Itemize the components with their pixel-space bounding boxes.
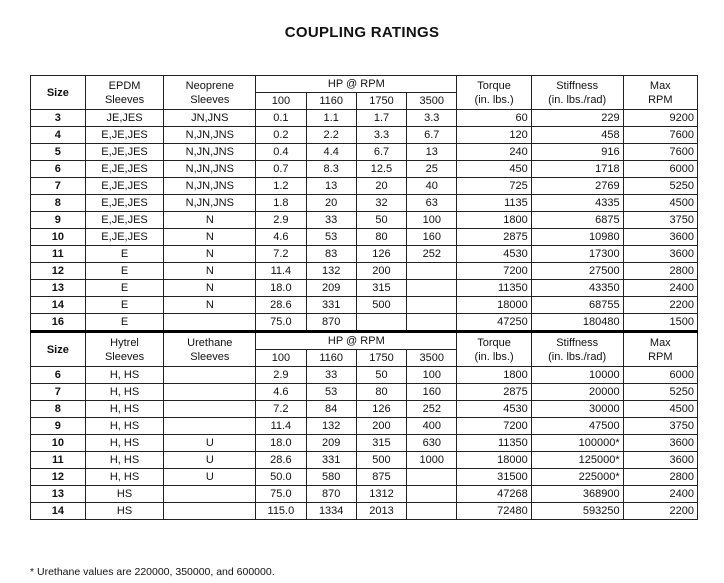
table-cell: 2400 — [623, 486, 697, 503]
table-cell: 6.7 — [356, 144, 406, 161]
sleeve-a-header-line2: Sleeves — [104, 350, 145, 363]
rpm-header-1160: 1160 — [306, 93, 356, 110]
table-cell: E,JE,JES — [85, 161, 164, 178]
table-cell: 13 — [31, 486, 86, 503]
table-cell: 14 — [31, 297, 86, 314]
table-cell: 11.4 — [256, 263, 306, 280]
table-cell: 32 — [356, 195, 406, 212]
table-cell: 3.3 — [356, 127, 406, 144]
table-cell: H, HS — [85, 469, 164, 486]
table-cell: 725 — [457, 178, 531, 195]
table-cell: 3750 — [623, 212, 697, 229]
table-cell: 7 — [31, 178, 86, 195]
table-cell: 368900 — [531, 486, 623, 503]
table-cell: 20000 — [531, 384, 623, 401]
table-cell: 4500 — [623, 195, 697, 212]
table-cell — [407, 469, 457, 486]
table-cell: 6000 — [623, 161, 697, 178]
stiffness-header-line2: (in. lbs./rad) — [548, 350, 607, 363]
table-cell — [164, 367, 256, 384]
table-row — [31, 486, 698, 503]
table-cell: 7600 — [623, 127, 697, 144]
table-cell: 5 — [31, 144, 86, 161]
table-cell: 225000* — [531, 469, 623, 486]
table-cell: 17300 — [531, 246, 623, 263]
table-row — [31, 297, 698, 314]
table-cell: E — [85, 314, 164, 332]
table-cell: H, HS — [85, 452, 164, 469]
table-row — [31, 418, 698, 435]
table-cell: E — [85, 263, 164, 280]
table-cell: 1135 — [457, 195, 531, 212]
table-cell — [164, 384, 256, 401]
stiffness-header-line1: Stiffness — [556, 79, 599, 92]
table-cell: 0.1 — [256, 110, 306, 127]
table-cell: 200 — [356, 418, 406, 435]
table-cell: 75.0 — [256, 486, 306, 503]
table-cell: 18.0 — [256, 435, 306, 452]
table-cell: 18000 — [457, 297, 531, 314]
table-cell: HS — [85, 503, 164, 520]
table-cell: 2.9 — [256, 212, 306, 229]
table-cell: 125000* — [531, 452, 623, 469]
table-cell: 47500 — [531, 418, 623, 435]
table-cell: 580 — [306, 469, 356, 486]
table-cell — [356, 314, 406, 332]
table-cell: N — [164, 280, 256, 297]
table-cell: 100000* — [531, 435, 623, 452]
table-cell: E — [85, 246, 164, 263]
table-cell — [407, 503, 457, 520]
stiffness-header — [531, 76, 623, 110]
table-cell: 2875 — [457, 229, 531, 246]
table-cell: 4530 — [457, 246, 531, 263]
table-cell: 11350 — [457, 435, 531, 452]
header-row — [31, 76, 698, 93]
table-cell: 500 — [356, 452, 406, 469]
table-cell: 9200 — [623, 110, 697, 127]
sleeve-b-header-line2: Sleeves — [190, 350, 230, 363]
table-cell: 25 — [407, 161, 457, 178]
table-cell: H, HS — [85, 384, 164, 401]
table-row — [31, 263, 698, 280]
table-cell: 4335 — [531, 195, 623, 212]
table-row — [31, 314, 698, 332]
table-cell: 4530 — [457, 401, 531, 418]
table-cell: 5250 — [623, 178, 697, 195]
table-cell: 20 — [306, 195, 356, 212]
table-cell: 870 — [306, 314, 356, 332]
table-cell — [407, 280, 457, 297]
table-cell: H, HS — [85, 367, 164, 384]
table-cell: U — [164, 452, 256, 469]
table-cell: 83 — [306, 246, 356, 263]
table-cell: 229 — [531, 110, 623, 127]
size-header: Size — [31, 76, 86, 110]
table-cell: 2800 — [623, 469, 697, 486]
table-row — [31, 469, 698, 486]
table-cell: 10000 — [531, 367, 623, 384]
table-cell: 209 — [306, 280, 356, 297]
table-cell: 50 — [356, 212, 406, 229]
table-row — [31, 452, 698, 469]
table-cell: 50 — [356, 367, 406, 384]
table-cell: 8 — [31, 401, 86, 418]
table-cell: 5250 — [623, 384, 697, 401]
table-cell: 875 — [356, 469, 406, 486]
table-row — [31, 127, 698, 144]
torque-header-line1: Torque — [477, 336, 511, 349]
torque-header-line2: (in. lbs.) — [474, 93, 514, 106]
table-cell — [164, 401, 256, 418]
table-cell: 18000 — [457, 452, 531, 469]
table-cell: N — [164, 246, 256, 263]
table-row — [31, 435, 698, 452]
table-cell: 28.6 — [256, 297, 306, 314]
header-row — [31, 332, 698, 350]
sleeve-b-header — [164, 76, 256, 110]
table-cell: 10980 — [531, 229, 623, 246]
table-row — [31, 178, 698, 195]
table-cell: 9 — [31, 212, 86, 229]
table-cell: 3750 — [623, 418, 697, 435]
table-cell: N,JN,JNS — [164, 195, 256, 212]
table-cell: N,JN,JNS — [164, 144, 256, 161]
sleeve-a-header-line2: Sleeves — [104, 93, 145, 106]
torque-header — [457, 332, 531, 367]
table-cell: 10 — [31, 435, 86, 452]
table-cell: 126 — [356, 401, 406, 418]
table-cell: N,JN,JNS — [164, 161, 256, 178]
table-cell: 4.6 — [256, 229, 306, 246]
table-cell: N — [164, 297, 256, 314]
table-cell: 252 — [407, 401, 457, 418]
table-cell: 630 — [407, 435, 457, 452]
torque-header-line2: (in. lbs.) — [474, 350, 514, 363]
table-cell — [407, 486, 457, 503]
table-cell: 9 — [31, 418, 86, 435]
table-cell: 11.4 — [256, 418, 306, 435]
table-cell: E,JE,JES — [85, 127, 164, 144]
table-cell — [407, 297, 457, 314]
table-cell: 160 — [407, 384, 457, 401]
table-cell: 63 — [407, 195, 457, 212]
table-cell: E — [85, 280, 164, 297]
sleeve-a-header-line1: Hytrel — [110, 336, 139, 349]
table-cell: 120 — [457, 127, 531, 144]
table-cell: 8.3 — [306, 161, 356, 178]
hp-rpm-header: HP @ RPM — [256, 76, 457, 93]
table-cell: 20 — [356, 178, 406, 195]
table-cell: 43350 — [531, 280, 623, 297]
table-cell: 2875 — [457, 384, 531, 401]
footnote: * Urethane values are 220000, 350000, and 600000. — [30, 566, 275, 578]
table-cell: 400 — [407, 418, 457, 435]
table-cell: 27500 — [531, 263, 623, 280]
table-cell: 16 — [31, 314, 86, 332]
rpm-header-1750: 1750 — [356, 93, 406, 110]
table-cell: 13 — [407, 144, 457, 161]
table-cell: 1334 — [306, 503, 356, 520]
table-cell: 4500 — [623, 401, 697, 418]
table-cell: 80 — [356, 229, 406, 246]
table-cell: 593250 — [531, 503, 623, 520]
table-cell: E,JE,JES — [85, 195, 164, 212]
table-cell: 126 — [356, 246, 406, 263]
table-cell: 13 — [31, 280, 86, 297]
table-row — [31, 229, 698, 246]
max-rpm-header-line1: Max — [649, 79, 671, 92]
table-cell: 240 — [457, 144, 531, 161]
table-cell: 0.7 — [256, 161, 306, 178]
table-cell — [407, 314, 457, 332]
sleeve-b-header-line1: Urethane — [187, 336, 233, 349]
table-cell: 315 — [356, 435, 406, 452]
table-cell: 160 — [407, 229, 457, 246]
table-cell: 252 — [407, 246, 457, 263]
table-cell: 80 — [356, 384, 406, 401]
table-cell: 1000 — [407, 452, 457, 469]
table-cell: 8 — [31, 195, 86, 212]
table-cell: E — [85, 297, 164, 314]
table-cell: 75.0 — [256, 314, 306, 332]
table-cell: 7200 — [457, 263, 531, 280]
table-cell: 2.9 — [256, 367, 306, 384]
max-rpm-header-line2: RPM — [648, 93, 673, 106]
table-cell: 6.7 — [407, 127, 457, 144]
table-cell: 0.2 — [256, 127, 306, 144]
table-cell: 28.6 — [256, 452, 306, 469]
size-header: Size — [31, 332, 86, 367]
coupling-ratings-table — [30, 75, 698, 520]
table-cell: N,JN,JNS — [164, 127, 256, 144]
table-cell: 1.1 — [306, 110, 356, 127]
table-cell: H, HS — [85, 435, 164, 452]
table-cell: 100 — [407, 212, 457, 229]
table-cell: N — [164, 263, 256, 280]
max-rpm-header-line1: Max — [649, 336, 671, 349]
hp-rpm-header: HP @ RPM — [256, 332, 457, 350]
table-cell: 11350 — [457, 280, 531, 297]
table-cell: 2013 — [356, 503, 406, 520]
table-cell: 200 — [356, 263, 406, 280]
table-cell: 10 — [31, 229, 86, 246]
rpm-header-3500: 3500 — [407, 350, 457, 367]
table-cell: 3600 — [623, 229, 697, 246]
table-cell: JE,JES — [85, 110, 164, 127]
table-cell: 1500 — [623, 314, 697, 332]
table-cell: 12 — [31, 263, 86, 280]
table-cell: 7200 — [457, 418, 531, 435]
table-cell: 50.0 — [256, 469, 306, 486]
table-cell: 72480 — [457, 503, 531, 520]
table-cell: 1800 — [457, 367, 531, 384]
table-cell: 12 — [31, 469, 86, 486]
max-rpm-header — [623, 76, 697, 110]
table-cell: 31500 — [457, 469, 531, 486]
sleeve-b-header-line2: Sleeves — [190, 93, 230, 106]
table-cell: 4.6 — [256, 384, 306, 401]
table-row — [31, 161, 698, 178]
table-cell: 3600 — [623, 452, 697, 469]
table-cell: 132 — [306, 263, 356, 280]
table-row — [31, 110, 698, 127]
table-cell — [164, 503, 256, 520]
table-cell: 500 — [356, 297, 406, 314]
sleeve-a-header — [85, 332, 164, 367]
table-cell: 7.2 — [256, 401, 306, 418]
table-cell: N — [164, 229, 256, 246]
sleeve-a-header — [85, 76, 164, 110]
table-cell: 30000 — [531, 401, 623, 418]
table-row — [31, 212, 698, 229]
table-cell: 1.8 — [256, 195, 306, 212]
table-cell: 18.0 — [256, 280, 306, 297]
table-cell: U — [164, 435, 256, 452]
table-cell — [407, 263, 457, 280]
stiffness-header-line1: Stiffness — [556, 336, 599, 349]
table-cell — [164, 486, 256, 503]
table-cell: 315 — [356, 280, 406, 297]
sleeve-a-header-line1: EPDM — [108, 79, 141, 92]
table-cell: E,JE,JES — [85, 229, 164, 246]
table-cell: 458 — [531, 127, 623, 144]
table-cell: N,JN,JNS — [164, 178, 256, 195]
stiffness-header-line2: (in. lbs./rad) — [548, 93, 607, 106]
table-cell: 1312 — [356, 486, 406, 503]
max-rpm-header-line2: RPM — [648, 350, 673, 363]
rpm-header-100: 100 — [256, 93, 306, 110]
table-cell: 84 — [306, 401, 356, 418]
table-cell — [164, 418, 256, 435]
table-row — [31, 367, 698, 384]
table-cell: 13 — [306, 178, 356, 195]
table-row — [31, 195, 698, 212]
table-cell: 11 — [31, 452, 86, 469]
rpm-header-3500: 3500 — [407, 93, 457, 110]
table-cell: 3600 — [623, 246, 697, 263]
table-cell: 4.4 — [306, 144, 356, 161]
table-cell: 1.2 — [256, 178, 306, 195]
table-cell: 7.2 — [256, 246, 306, 263]
table-cell: 916 — [531, 144, 623, 161]
sleeve-b-header-line1: Neoprene — [185, 79, 234, 92]
table-cell: 12.5 — [356, 161, 406, 178]
table-cell: E,JE,JES — [85, 144, 164, 161]
table-cell: 2.2 — [306, 127, 356, 144]
table-cell: 180480 — [531, 314, 623, 332]
table-cell: 33 — [306, 367, 356, 384]
table-cell: 6000 — [623, 367, 697, 384]
table-cell: 6 — [31, 367, 86, 384]
table-cell: 2200 — [623, 503, 697, 520]
table-cell: 47268 — [457, 486, 531, 503]
table-cell: 331 — [306, 297, 356, 314]
table-cell: 870 — [306, 486, 356, 503]
sleeve-b-header — [164, 332, 256, 367]
table-row — [31, 144, 698, 161]
table-cell: 450 — [457, 161, 531, 178]
table-cell: 2400 — [623, 280, 697, 297]
table-cell: E,JE,JES — [85, 178, 164, 195]
table-cell: 2200 — [623, 297, 697, 314]
table-cell: 33 — [306, 212, 356, 229]
table-cell: 3 — [31, 110, 86, 127]
table-cell: 3.3 — [407, 110, 457, 127]
table-cell: 2800 — [623, 263, 697, 280]
table-row — [31, 503, 698, 520]
table-cell: 331 — [306, 452, 356, 469]
table-cell: JN,JNS — [164, 110, 256, 127]
table-cell: 1800 — [457, 212, 531, 229]
table-cell: 3600 — [623, 435, 697, 452]
rpm-header-1750: 1750 — [356, 350, 406, 367]
table-cell: U — [164, 469, 256, 486]
table-cell: 14 — [31, 503, 86, 520]
max-rpm-header — [623, 332, 697, 367]
table-cell: 132 — [306, 418, 356, 435]
table-cell: H, HS — [85, 418, 164, 435]
table-row — [31, 401, 698, 418]
table-cell: 47250 — [457, 314, 531, 332]
table-cell: 11 — [31, 246, 86, 263]
page-title: COUPLING RATINGS — [284, 24, 440, 41]
stiffness-header — [531, 332, 623, 367]
table-cell: 7600 — [623, 144, 697, 161]
table-cell: 1718 — [531, 161, 623, 178]
table-cell: 60 — [457, 110, 531, 127]
table-cell: 6 — [31, 161, 86, 178]
torque-header — [457, 76, 531, 110]
table-row — [31, 246, 698, 263]
table-cell: H, HS — [85, 401, 164, 418]
table-cell: 4 — [31, 127, 86, 144]
table-cell: 53 — [306, 384, 356, 401]
torque-header-line1: Torque — [477, 79, 511, 92]
table-cell: 115.0 — [256, 503, 306, 520]
rpm-header-100: 100 — [256, 350, 306, 367]
table-cell: 100 — [407, 367, 457, 384]
table-cell: 209 — [306, 435, 356, 452]
table-row — [31, 280, 698, 297]
table-cell: 68755 — [531, 297, 623, 314]
table-row — [31, 384, 698, 401]
table-cell: 1.7 — [356, 110, 406, 127]
table-cell: 0.4 — [256, 144, 306, 161]
table-cell: 40 — [407, 178, 457, 195]
table-cell: E,JE,JES — [85, 212, 164, 229]
table-cell: 6875 — [531, 212, 623, 229]
table-cell: N — [164, 212, 256, 229]
rpm-header-1160: 1160 — [306, 350, 356, 367]
table-cell: 7 — [31, 384, 86, 401]
table-cell: HS — [85, 486, 164, 503]
table-cell — [164, 314, 256, 332]
table-cell: 2769 — [531, 178, 623, 195]
table-cell: 53 — [306, 229, 356, 246]
